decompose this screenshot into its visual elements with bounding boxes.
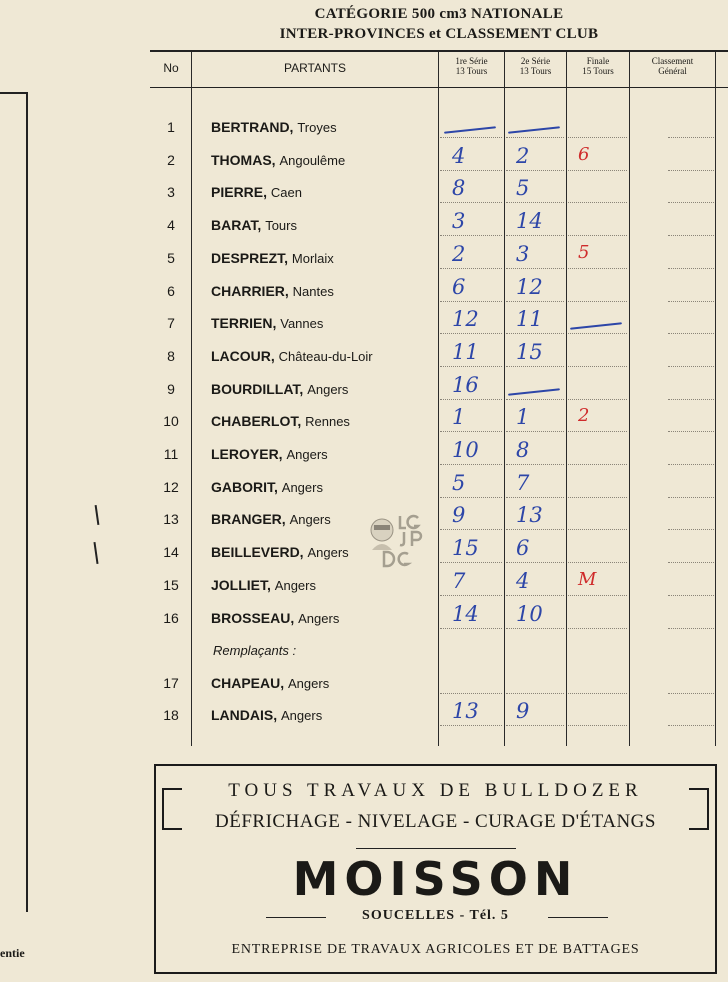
- rider-city: Angers: [281, 708, 323, 723]
- rider-number: 9: [167, 380, 175, 397]
- dotted-rule: [568, 235, 627, 236]
- serie1-result-handwritten: 5: [452, 470, 466, 495]
- rider-name: BROSSEAU, Angers: [211, 609, 340, 626]
- rider-name: CHAPEAU, Angers: [211, 675, 330, 691]
- serie2-result-handwritten: 14: [516, 209, 543, 234]
- page-subtitle: INTER-PROVINCES et CLASSEMENT CLUB: [279, 26, 599, 42]
- adjacent-page-text: entie: [0, 946, 25, 960]
- dotted-rule: [440, 268, 502, 269]
- col-header-serie2: 2e Série 13 Tours: [519, 56, 552, 76]
- dotted-rule: [506, 137, 564, 138]
- rider-name: PIERRE, Caen: [211, 184, 302, 201]
- dotted-rule: [668, 595, 714, 596]
- serie1-result-handwritten: 8: [452, 176, 466, 201]
- rider-number: 18: [163, 707, 179, 723]
- serie2-result-handwritten: 2: [516, 143, 530, 168]
- finale-result-handwritten: 6: [578, 143, 590, 165]
- rider-city: Caen: [270, 185, 302, 201]
- dotted-rule: [668, 725, 714, 726]
- dotted-rule: [668, 235, 714, 236]
- rider-name: JOLLIET, Angers: [211, 576, 316, 593]
- adjacent-page-border: [0, 92, 28, 912]
- rider-name: LACOUR, Château-du-Loir: [211, 347, 373, 364]
- dotted-rule: [568, 301, 627, 302]
- dotted-rule: [440, 628, 502, 629]
- serie2-result-handwritten: 1: [516, 405, 530, 430]
- finale-result-handwritten: 5: [578, 241, 590, 263]
- rider-number: 8: [167, 347, 175, 364]
- rider-number: 7: [167, 315, 175, 332]
- col-header-finale: Finale 15 Tours: [582, 56, 614, 76]
- dotted-rule: [506, 301, 564, 302]
- dotted-rule: [440, 595, 502, 596]
- dotted-rule: [506, 529, 564, 530]
- dotted-rule: [440, 464, 502, 465]
- dotted-rule: [440, 333, 502, 334]
- dotted-rule: [568, 202, 627, 203]
- rider-city: Angers: [307, 545, 349, 561]
- dotted-rule: [440, 202, 502, 203]
- rider-name: LANDAIS, Angers: [211, 707, 323, 723]
- col-header-no: No: [163, 61, 179, 75]
- rider-city: Angers: [289, 512, 331, 528]
- rider-number: 4: [167, 217, 175, 234]
- dotted-rule: [440, 431, 502, 432]
- column-divider: [566, 52, 567, 746]
- dotted-rule: [668, 431, 714, 432]
- rider-name: CHARRIER, Nantes: [211, 282, 334, 299]
- serie2-result-handwritten: 9: [516, 699, 530, 723]
- dotted-rule: [440, 170, 502, 171]
- dotted-rule: [506, 628, 564, 629]
- dotted-rule: [568, 366, 627, 367]
- dotted-rule: [440, 725, 502, 726]
- dotted-rule: [668, 529, 714, 530]
- dotted-rule: [568, 268, 627, 269]
- dotted-rule: [506, 464, 564, 465]
- col-header-partants: PARTANTS: [283, 61, 346, 75]
- rider-number: 5: [167, 249, 175, 266]
- advertisement-box: [154, 764, 717, 974]
- dotted-rule: [506, 725, 564, 726]
- ad-tagline: ENTREPRISE DE TRAVAUX AGRICOLES ET DE BATTAGES: [231, 942, 640, 957]
- serie2-result-handwritten: 5: [516, 176, 530, 201]
- column-divider: [715, 52, 716, 746]
- rider-city: Troyes: [297, 120, 337, 135]
- ad-headline: TOUS TRAVAUX DE BULLDOZER: [228, 780, 643, 801]
- substitutes-label: Remplaçants :: [213, 643, 297, 658]
- serie2-result-handwritten: 7: [516, 470, 530, 495]
- dotted-rule: [668, 202, 714, 203]
- rider-name: BERTRAND, Troyes: [211, 119, 337, 135]
- ad-divider: [356, 848, 516, 849]
- margin-mark: [95, 505, 100, 525]
- dotted-rule: [506, 693, 564, 694]
- dotted-rule: [506, 366, 564, 367]
- rider-number: 17: [163, 675, 179, 691]
- rider-city: Morlaix: [291, 250, 334, 266]
- rider-number: 12: [163, 478, 179, 495]
- rider-city: Vannes: [280, 316, 324, 332]
- serie1-result-handwritten: 10: [452, 438, 479, 462]
- col-header-serie1: 1re Série 13 Tours: [455, 56, 488, 76]
- rider-number: 13: [163, 511, 179, 528]
- serie2-result-handwritten: 11: [516, 307, 543, 332]
- rider-number: 14: [163, 544, 179, 561]
- rider-city: Rennes: [305, 414, 350, 430]
- dotted-rule: [506, 170, 564, 171]
- dotted-rule: [440, 137, 502, 138]
- rider-number: 10: [163, 413, 179, 430]
- dotted-rule: [568, 595, 627, 596]
- finale-result-handwritten: 2: [578, 405, 590, 427]
- serie1-result-handwritten: 7: [452, 568, 466, 593]
- rider-number: 3: [167, 184, 175, 201]
- serie2-result-handwritten: 12: [516, 274, 543, 299]
- dotted-rule: [668, 497, 714, 498]
- ad-location-phone: SOUCELLES - Tél. 5: [362, 908, 509, 923]
- dotted-rule: [668, 693, 714, 694]
- dotted-rule: [668, 301, 714, 302]
- rider-city: Château-du-Loir: [278, 348, 373, 364]
- rider-name: LEROYER, Angers: [211, 446, 328, 462]
- rider-city: Angers: [281, 479, 323, 495]
- finale-result-dash-mark: [570, 322, 622, 329]
- serie1-result-handwritten: 4: [452, 143, 466, 168]
- column-divider: [629, 52, 630, 746]
- dotted-rule: [506, 399, 564, 400]
- dotted-rule: [440, 301, 502, 302]
- column-divider: [504, 52, 505, 746]
- rider-name: BOURDILLAT, Angers: [211, 380, 349, 397]
- serie1-result-handwritten: 6: [452, 274, 466, 299]
- rider-number: 15: [163, 576, 179, 593]
- serie2-result-handwritten: 8: [516, 438, 530, 462]
- rider-city: Tours: [265, 218, 297, 234]
- dotted-rule: [568, 562, 627, 563]
- rider-city: Nantes: [292, 283, 334, 299]
- dotted-rule: [440, 399, 502, 400]
- dotted-rule: [668, 137, 714, 138]
- rider-number: 11: [163, 446, 179, 462]
- dotted-rule: [440, 529, 502, 530]
- ad-services: DÉFRICHAGE - NIVELAGE - CURAGE D'ÉTANGS: [215, 811, 656, 832]
- serie1-result-dash-mark: [444, 126, 496, 133]
- serie1-result-handwritten: 1: [452, 405, 466, 430]
- serie1-result-handwritten: 2: [452, 241, 466, 266]
- dotted-rule: [568, 333, 627, 334]
- serie2-result-handwritten: 13: [516, 503, 543, 528]
- rider-name: GABORIT, Angers: [211, 478, 323, 495]
- dotted-rule: [506, 497, 564, 498]
- dotted-rule: [440, 235, 502, 236]
- dotted-rule: [568, 725, 627, 726]
- dotted-rule: [668, 268, 714, 269]
- dotted-rule: [568, 137, 627, 138]
- dotted-rule: [506, 595, 564, 596]
- rider-city: Angers: [286, 447, 328, 462]
- page-title: CATÉGORIE 500 cm3 NATIONALE: [314, 6, 564, 22]
- serie2-result-handwritten: 10: [516, 601, 543, 626]
- rider-city: Angers: [298, 610, 340, 626]
- rider-name: DESPREZT, Morlaix: [211, 249, 334, 266]
- dotted-rule: [568, 431, 627, 432]
- serie1-result-handwritten: 13: [452, 699, 479, 723]
- serie2-result-dash-mark: [508, 388, 560, 395]
- dotted-rule: [668, 399, 714, 400]
- col-header-classement: Classement Général: [651, 56, 694, 76]
- serie1-result-handwritten: 3: [452, 209, 466, 234]
- dotted-rule: [440, 366, 502, 367]
- dotted-rule: [506, 268, 564, 269]
- dotted-rule: [506, 562, 564, 563]
- dotted-rule: [668, 562, 714, 563]
- serie2-result-handwritten: 3: [516, 241, 530, 266]
- rider-number: 6: [167, 282, 175, 299]
- dotted-rule: [440, 693, 502, 694]
- serie1-result-handwritten: 16: [452, 372, 479, 397]
- serie1-result-handwritten: 11: [452, 339, 479, 364]
- serie2-result-handwritten: 15: [516, 339, 543, 364]
- serie2-result-handwritten: 6: [516, 536, 530, 561]
- dotted-rule: [568, 628, 627, 629]
- table-header-rule: [150, 87, 728, 88]
- dotted-rule: [568, 464, 627, 465]
- dotted-rule: [668, 170, 714, 171]
- rider-city: Angers: [288, 676, 330, 691]
- serie2-result-handwritten: 4: [516, 568, 530, 593]
- dotted-rule: [568, 497, 627, 498]
- rider-city: Angers: [307, 381, 349, 397]
- rider-name: BRANGER, Angers: [211, 511, 331, 528]
- serie1-result-handwritten: 15: [452, 536, 479, 561]
- dotted-rule: [506, 333, 564, 334]
- dotted-rule: [668, 333, 714, 334]
- rider-city: Angers: [274, 577, 316, 593]
- dotted-rule: [568, 170, 627, 171]
- rider-number: 16: [163, 609, 179, 626]
- rider-number: 2: [167, 151, 175, 168]
- rider-name: BEILLEVERD, Angers: [211, 544, 349, 561]
- rider-city: Angoulême: [279, 152, 346, 168]
- serie1-result-handwritten: 14: [452, 601, 479, 626]
- table-top-rule: [150, 50, 728, 52]
- rider-name: TERRIEN, Vannes: [211, 315, 324, 332]
- dotted-rule: [568, 399, 627, 400]
- rider-name: BARAT, Tours: [211, 217, 297, 234]
- rider-number: 1: [167, 119, 175, 135]
- dotted-rule: [506, 235, 564, 236]
- serie2-result-dash-mark: [508, 126, 560, 133]
- dotted-rule: [568, 529, 627, 530]
- dotted-rule: [506, 202, 564, 203]
- dotted-rule: [440, 562, 502, 563]
- dotted-rule: [506, 431, 564, 432]
- ad-brand-name: MOISSON: [292, 852, 579, 906]
- dotted-rule: [668, 628, 714, 629]
- finale-result-handwritten: M: [578, 568, 597, 590]
- margin-mark: [93, 542, 98, 564]
- rider-name: CHABERLOT, Rennes: [211, 413, 350, 430]
- collector-watermark: [364, 510, 428, 570]
- serie1-result-handwritten: 9: [452, 503, 466, 528]
- serie1-result-handwritten: 12: [452, 307, 479, 332]
- dotted-rule: [568, 693, 627, 694]
- dotted-rule: [668, 366, 714, 367]
- dotted-rule: [440, 497, 502, 498]
- rider-name: THOMAS, Angoulême: [211, 151, 346, 168]
- column-divider: [438, 52, 439, 746]
- dotted-rule: [668, 464, 714, 465]
